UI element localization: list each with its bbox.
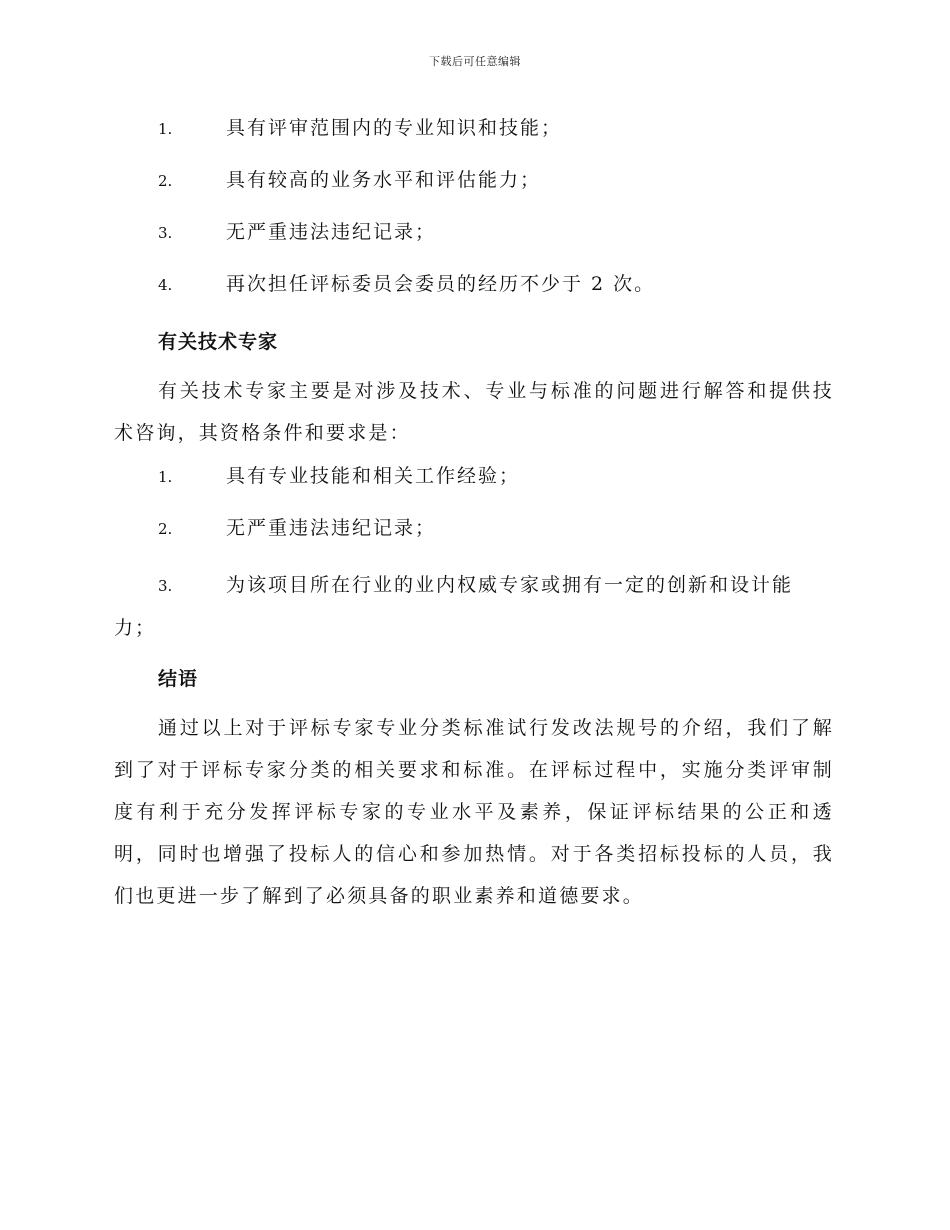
list-item [114,460,834,512]
list-text: 具有较高的业务水平和评估能力； [226,169,542,191]
list-number: 3. [158,224,173,242]
list-item [114,268,834,320]
list-item [114,564,834,649]
list-item [114,512,834,564]
document-body [114,112,834,917]
list-item [114,112,834,164]
page-header: 下载后可任意编辑 [429,55,521,68]
section-heading-tech-experts: 有关技术专家 [158,331,279,353]
list-number: 1. [158,120,173,138]
list-number: 1. [158,468,173,486]
section-heading-conclusion: 结语 [158,668,199,690]
list-text: 无严重违法违纪记录； [226,517,437,539]
tech-experts-intro: 有关技术专家主要是对涉及技术、专业与标准的问题进行解答和提供技术咨询，其资格条件和要求是： [114,380,834,444]
list-text: 再次担任评标委员会委员的经历不少于 2 次。 [226,273,656,295]
list-text: 无严重违法违纪记录； [226,221,437,243]
list-number: 4. [158,276,173,294]
list-number: 3. [158,577,173,595]
list-text: 为该项目所在行业的业内权威专家或拥有一定的创新和设计能力； [114,574,794,639]
tech-qualification-list [114,460,834,649]
list-number: 2. [158,520,173,538]
list-text: 具有评审范围内的专业知识和技能； [226,117,563,139]
list-text: 具有专业技能和相关工作经验； [226,465,521,487]
qualification-list [114,112,834,320]
list-item [114,216,834,268]
conclusion-body: 通过以上对于评标专家专业分类标准试行发改法规号的介绍，我们了解到了对于评标专家分类的相关要求和标准。在评标过程中，实施分类评审制度有利于充分发挥评标专家的专业水平及素养，保证评标结果的公正和透明，同时也增强了投标人的信心和参加热情。对于各类招标投标的人员，我们也更进一步了解到了必须具备的职业素养和道德要求。 [114,717,834,907]
list-item [114,164,834,216]
list-number: 2. [158,172,173,190]
